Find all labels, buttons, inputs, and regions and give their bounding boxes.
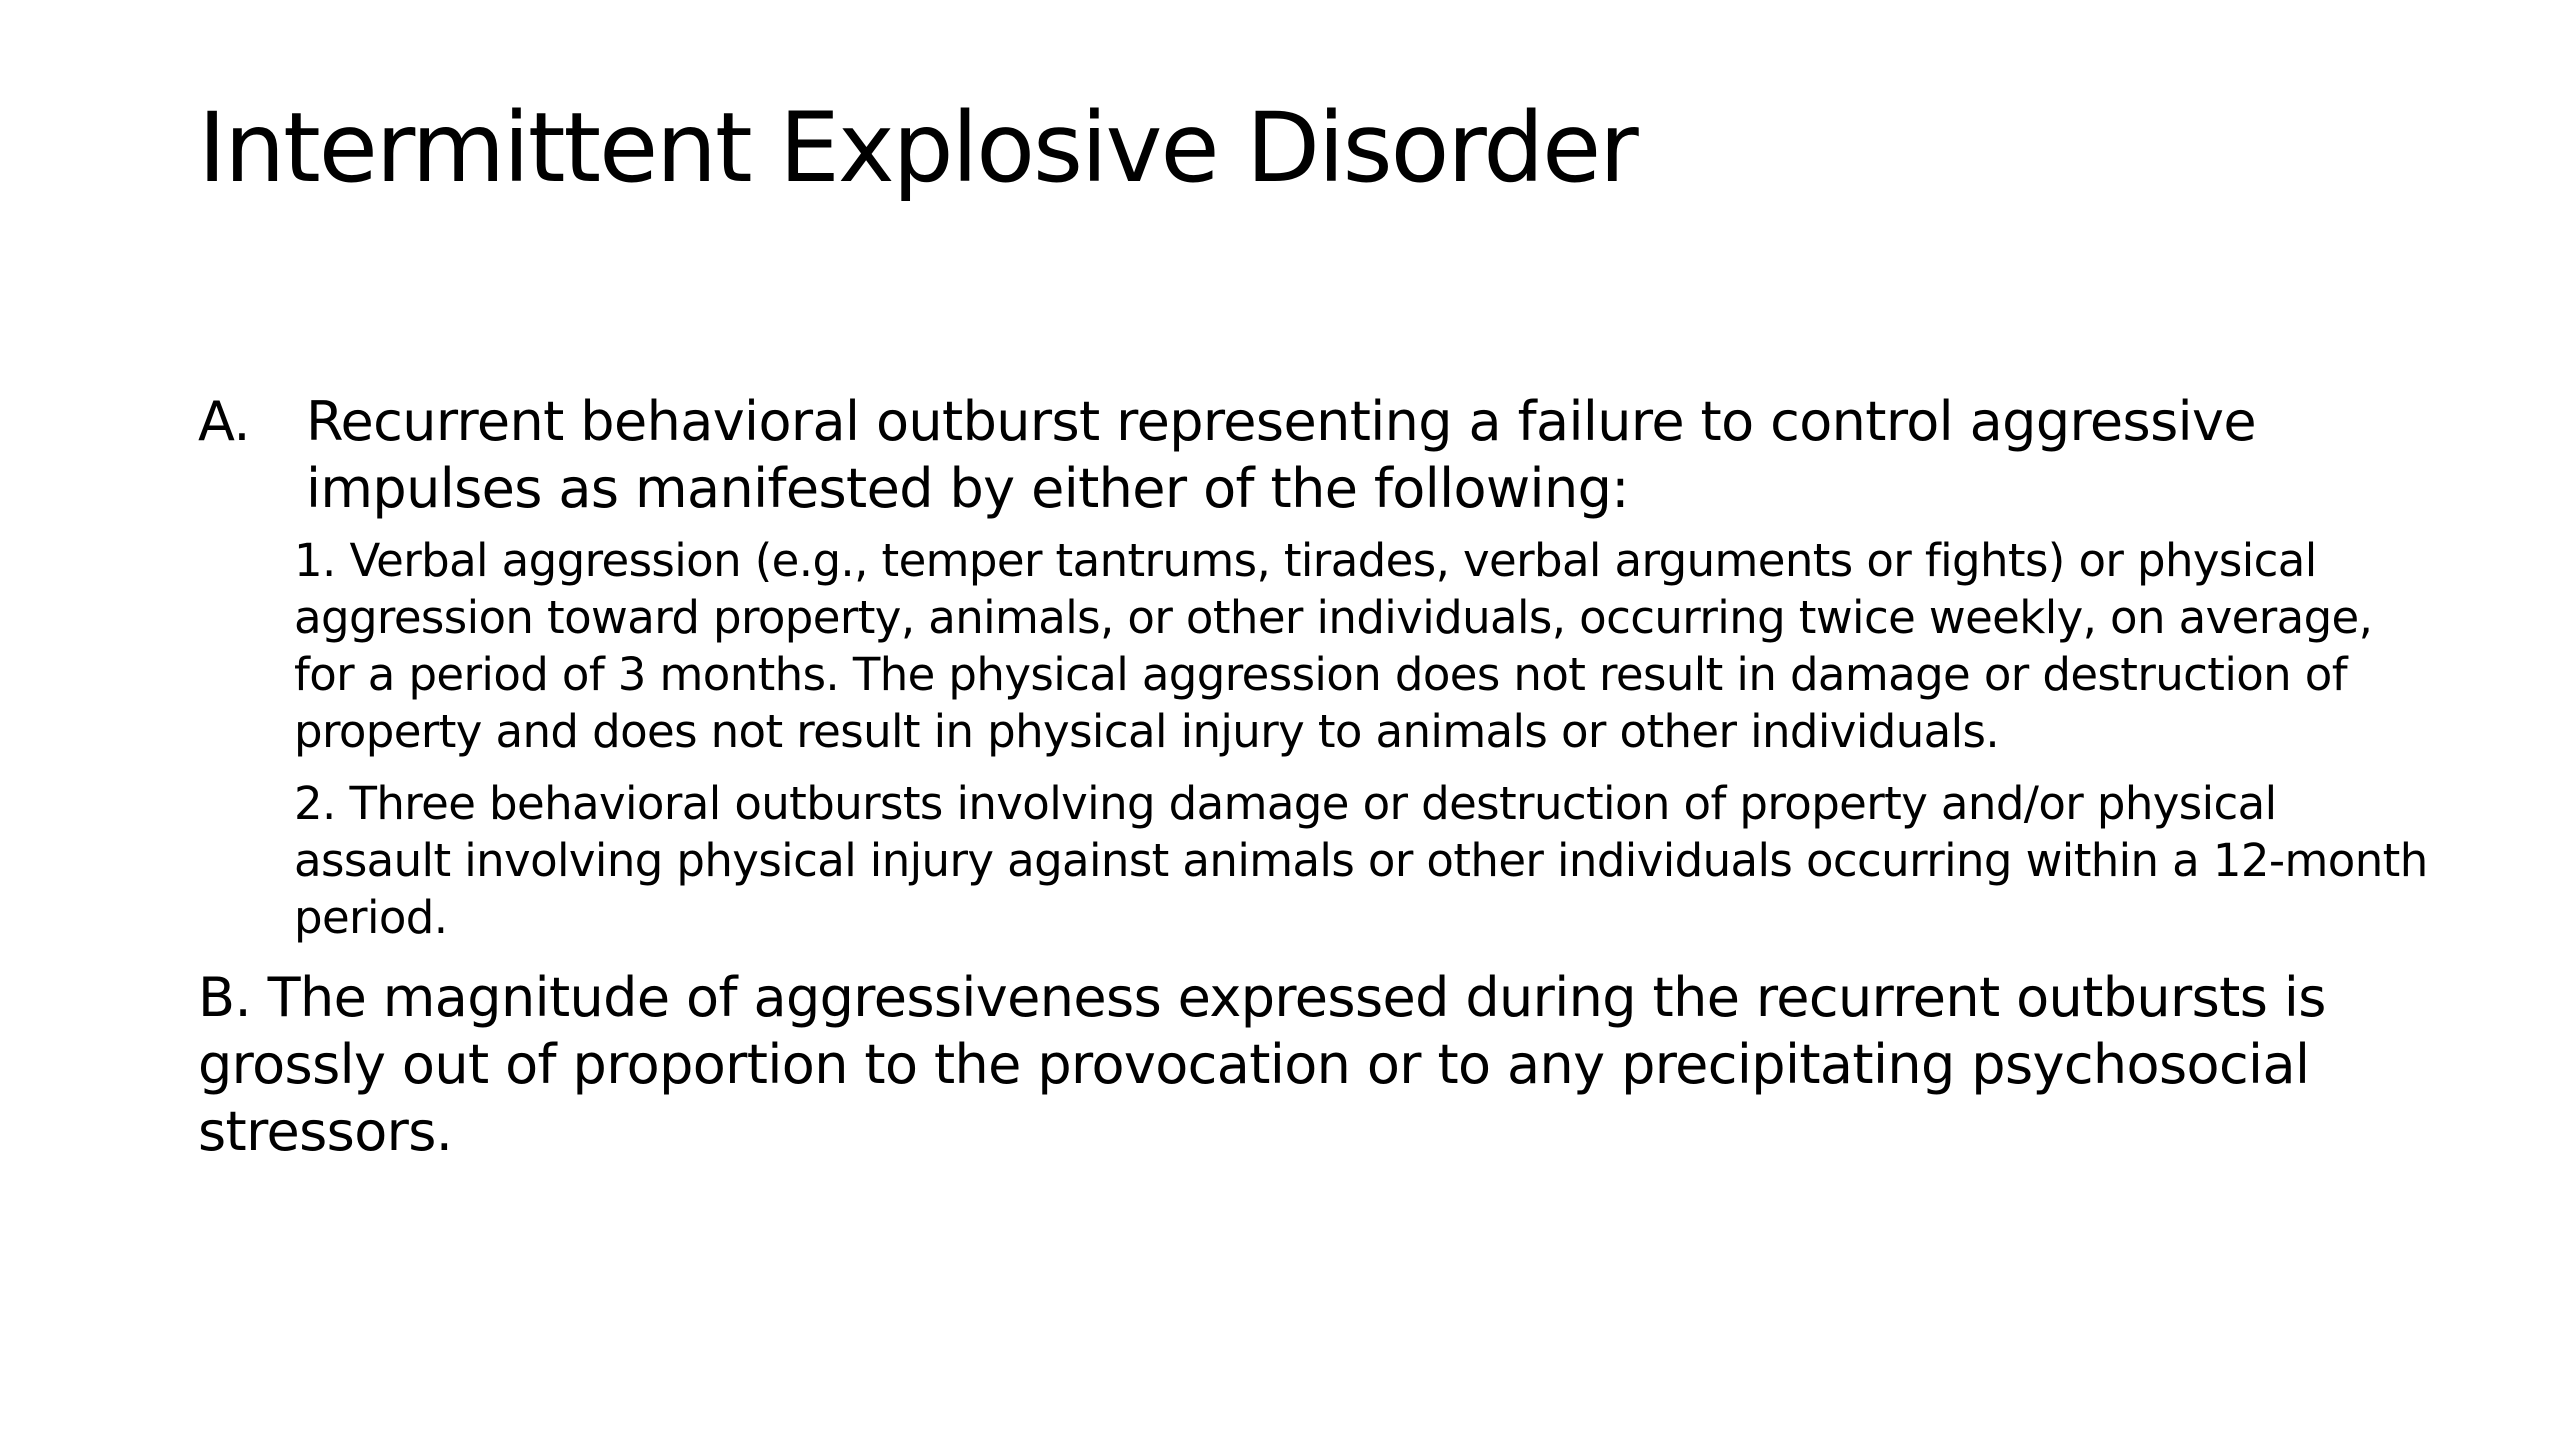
criterion-a-subitem-1: 1. Verbal aggression (e.g., temper tantrums, tirades, verbal arguments or fights) or physical aggression toward property, animals, or other individuals, occurring twice weekly, on average, for a period of 3 months. The physical aggression does not result in damage or destruction of property and does not result in physical injury to animals or other individuals. — [294, 534, 2373, 758]
slide-body — [198, 388, 2438, 1165]
criterion-b: B. The magnitude of aggressiveness expressed during the recurrent outbursts is grossly out of proportion to the provocation or to any precipitating psychosocial stressors. — [198, 966, 2326, 1163]
criterion-a-text: Recurrent behavioral outburst representing a failure to control aggressive impulses as manifested by either of the following: — [306, 390, 2256, 520]
criterion-a-marker: A. — [198, 390, 250, 453]
criterion-a-subitem-2: 2. Three behavioral outbursts involving damage or destruction of property and/or physical assault involving physical injury against animals or other individuals occurring within a 12-month period. — [294, 777, 2428, 944]
criterion-a — [198, 388, 2438, 522]
slide-title: Intermittent Explosive Disorder — [198, 92, 1637, 204]
